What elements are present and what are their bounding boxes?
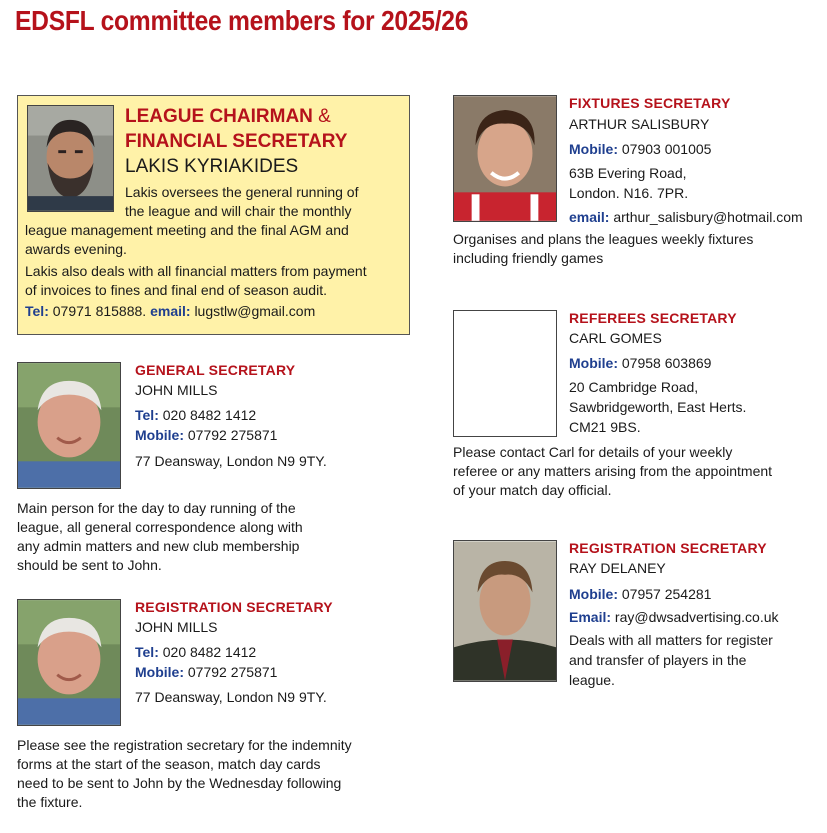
registration-secretary-left-mobile (135, 662, 277, 683)
mobile-label: Mobile: (135, 427, 184, 443)
tel-label: Tel: (135, 407, 159, 423)
registration-secretary-left-tel (135, 642, 256, 663)
fixtures-secretary-desc-line: including friendly games (453, 250, 604, 266)
general-secretary-desc-line: league, all general correspondence along with (17, 519, 303, 535)
registration-secretary-left-desc-line: need to be sent to John by the Wednesday following (17, 775, 342, 791)
referees-secretary-desc-line: Please contact Carl for details of your weekly (453, 444, 733, 460)
email-label: email: (150, 303, 191, 319)
referees-secretary-address-line: 20 Cambridge Road, (569, 379, 699, 395)
john-mills-portrait-image (18, 363, 120, 488)
chairman-desc-line: Lakis oversees the general running of (125, 184, 359, 200)
tel-label: Tel: (25, 303, 49, 319)
referees-secretary-desc-line: referee or any matters arising from the appointment (453, 463, 773, 479)
referees-secretary-photo-placeholder (453, 310, 557, 437)
mobile-number[interactable]: 07957 254281 (621, 586, 712, 602)
mobile-label: Mobile: (569, 586, 618, 602)
fixtures-secretary-name: ARTHUR SALISBURY (569, 116, 710, 132)
registration-secretary-left-desc-line: Please see the registration secretary for the indemnity (17, 737, 352, 753)
chairman-portrait-image (28, 106, 113, 211)
fixtures-secretary-address-line: London. N16. 7PR. (569, 185, 689, 201)
registration-secretary-left-desc-line: the fixture. (17, 794, 83, 810)
registration-secretary-right-name: RAY DELANEY (569, 560, 666, 576)
chairman-desc-line: awards evening. (25, 241, 127, 257)
registration-secretary-left-desc-line: forms at the start of the season, match day cards (17, 756, 321, 772)
fixtures-secretary-desc-line: Organises and plans the leagues weekly fixtures (453, 231, 754, 247)
chairman-photo (27, 105, 114, 212)
general-secretary-desc-line: any admin matters and new club membership (17, 538, 300, 554)
registration-secretary-right-desc-line: league. (569, 672, 615, 688)
general-secretary-name: JOHN MILLS (135, 382, 218, 398)
tel-label: Tel: (135, 644, 159, 660)
general-secretary-role: GENERAL SECRETARY (135, 362, 296, 378)
referees-secretary-address-line: Sawbridgeworth, East Herts. (569, 399, 747, 415)
page-title: EDSFL committee members for 2025/26 (15, 5, 469, 36)
general-secretary-desc-line: Main person for the day to day running of the (17, 500, 296, 516)
general-secretary-mobile (135, 425, 277, 446)
mobile-number[interactable]: 07792 275871 (187, 664, 278, 680)
email-address[interactable]: ray@dwsadvertising.co.uk (614, 609, 779, 625)
general-secretary-photo (17, 362, 121, 489)
mobile-label: Mobile: (569, 355, 618, 371)
fixtures-secretary-photo (453, 95, 557, 222)
referees-secretary-name: CARL GOMES (569, 330, 662, 346)
registration-secretary-left-name: JOHN MILLS (135, 619, 218, 635)
referees-secretary-mobile (569, 353, 711, 374)
mobile-label: Mobile: (135, 664, 184, 680)
ray-delaney-portrait-image (454, 541, 556, 681)
chairman-card (17, 95, 410, 335)
registration-secretary-right-role: REGISTRATION SECRETARY (569, 540, 767, 556)
referees-secretary-role: REFEREES SECRETARY (569, 310, 737, 326)
referees-secretary-desc-line: of your match day official. (453, 482, 612, 498)
tel-number[interactable]: 020 8482 1412 (162, 644, 257, 660)
email-label: email: (569, 209, 610, 225)
general-secretary-address: 77 Deansway, London N9 9TY. (135, 453, 327, 469)
registration-secretary-right-photo (453, 540, 557, 682)
mobile-number[interactable]: 07903 001005 (621, 141, 712, 157)
fixtures-secretary-email (569, 207, 803, 228)
tel-number[interactable]: 020 8482 1412 (162, 407, 257, 423)
fixtures-secretary-role: FIXTURES SECRETARY (569, 95, 731, 111)
registration-secretary-left-role: REGISTRATION SECRETARY (135, 599, 333, 615)
chairman-finance-line: of invoices to fines and final end of season audit. (25, 282, 327, 298)
chairman-tel[interactable]: 07971 815888. (52, 303, 147, 319)
registration-secretary-right-desc-line: and transfer of players in the (569, 652, 747, 668)
registration-secretary-right-email (569, 607, 779, 628)
fixtures-secretary-address-line: 63B Evering Road, (569, 165, 687, 181)
mobile-label: Mobile: (569, 141, 618, 157)
fixtures-secretary-mobile (569, 139, 711, 160)
general-secretary-tel (135, 405, 256, 426)
chairman-email[interactable]: lugstlw@gmail.com (194, 303, 316, 319)
chairman-desc-line: the league and will chair the monthly (125, 203, 352, 219)
chairman-desc-line: league management meeting and the final AGM and (25, 222, 349, 238)
general-secretary-desc-line: should be sent to John. (17, 557, 162, 573)
registration-secretary-right-desc-line: Deals with all matters for register (569, 632, 773, 648)
registration-secretary-left-photo (17, 599, 121, 726)
chairman-finance-line: Lakis also deals with all financial matters from payment (25, 263, 367, 279)
mobile-number[interactable]: 07958 603869 (621, 355, 712, 371)
email-address[interactable]: arthur_salisbury@hotmail.com (613, 209, 803, 225)
chairman-role-2: FINANCIAL SECRETARY (125, 131, 348, 152)
referees-secretary-address-line: CM21 9BS. (569, 419, 641, 435)
arthur-salisbury-portrait-image (454, 96, 556, 221)
mobile-number[interactable]: 07792 275871 (187, 427, 278, 443)
chairman-role-1: LEAGUE CHAIRMAN (125, 106, 313, 127)
email-label: Email: (569, 609, 612, 625)
registration-secretary-right-mobile (569, 584, 711, 605)
john-mills-portrait-image (18, 600, 120, 725)
chairman-contact (25, 302, 315, 321)
registration-secretary-left-address: 77 Deansway, London N9 9TY. (135, 689, 327, 705)
chairman-name: LAKIS KYRIAKIDES (125, 156, 299, 177)
chairman-role-amp: & (312, 106, 331, 127)
